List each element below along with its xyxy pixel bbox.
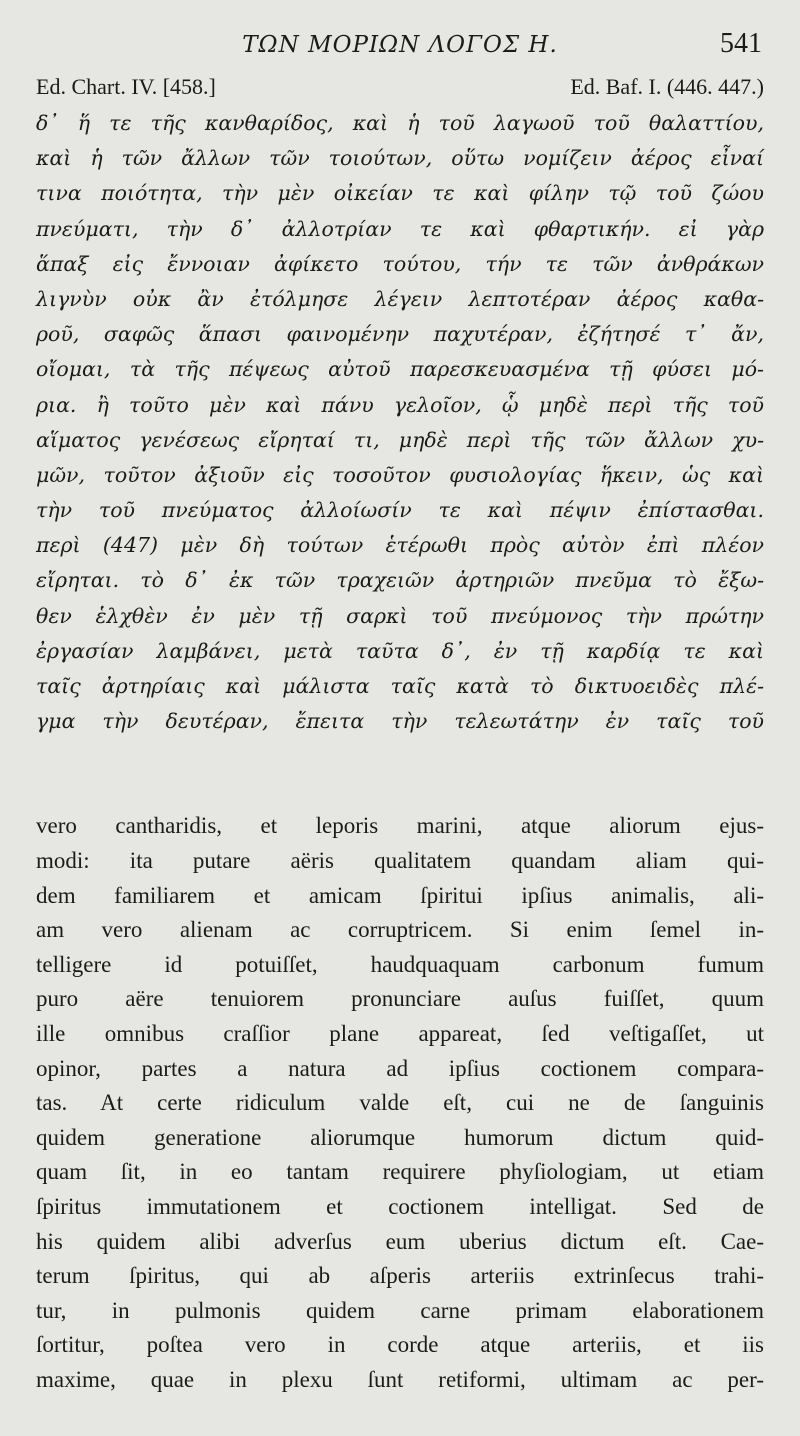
latin-text-line: modi: ita putare aëris qualitatem quandam aliam qui- — [36, 847, 764, 873]
greek-text-line: λιγνὺν οὐκ ἂν ἐτόλμησε λέγειν λεπτοτέραν ἀέρος καθα- — [36, 286, 764, 311]
running-head — [36, 28, 764, 72]
greek-text-line: αἵματος γενέσεως εἴρηταί τι, μηδὲ περὶ τῆς τῶν ἄλλων χυ- — [36, 427, 764, 452]
latin-text-line: telligere id potuiſſet, haudquaquam carbonum fumum — [36, 951, 764, 977]
latin-text-line: opinor, partes a natura ad ipſius coctionem compara- — [36, 1055, 764, 1081]
latin-text-block — [36, 809, 764, 1397]
latin-text-line: ſortitur, poſtea vero in corde atque arteriis, et iis — [36, 1332, 764, 1358]
greek-text-line: ρια. ἢ τοῦτο μὲν καὶ πάνυ γελοῖον, ᾧ μηδὲ περὶ τῆς τοῦ — [36, 392, 764, 417]
latin-text-line: tur, in pulmonis quidem carne primam elaborationem — [36, 1297, 764, 1323]
greek-text-line: ταῖς ἀρτηρίαις καὶ μάλιστα ταῖς κατὰ τὸ δικτυοειδὲς πλέ- — [36, 674, 764, 698]
greek-text-line: θεν ἑλχθὲν ἐν μὲν τῇ σαρκὶ τοῦ πνεύμονος τὴν πρώτην — [36, 603, 764, 628]
latin-text-line: quam ſit, in eo tantam requirere phyſiologiam, ut etiam — [36, 1159, 764, 1185]
latin-text-line: tas. At certe ridiculum valde eſt, cui ne de ſanguinis — [36, 1090, 764, 1116]
running-title: ΤΩΝ ΜΟΡΙΩΝ ΛΟΓΟΣ Η. — [242, 32, 558, 58]
edition-references — [36, 74, 764, 106]
latin-text-line: his quidem alibi adverſus eum uberius dictum eſt. Cae- — [36, 1228, 764, 1254]
greek-text-line: οἴομαι, τὰ τῆς πέψεως αὐτοῦ παρεσκευασμένα τῇ φύσει μό- — [36, 357, 764, 382]
greek-text-line: τὴν τοῦ πνεύματος ἀλλοίωσίν τε καὶ πέψιν ἐπίστασθαι. — [36, 498, 764, 523]
latin-text-line: terum ſpiritus, qui ab aſperis arteriis extrinſecus trahi- — [36, 1263, 764, 1289]
latin-text-line: vero cantharidis, et leporis marini, atque aliorum ejus- — [36, 813, 764, 839]
greek-text-line: δ᾽ ἥ τε τῆς κανθαρίδος, καὶ ἡ τοῦ λαγωοῦ τοῦ θαλαττίου, — [36, 111, 764, 135]
greek-text-line: εἴρηται. τὸ δ᾽ ἐκ τῶν τραχειῶν ἀρτηριῶν πνεῦμα τὸ ἔξω- — [36, 568, 764, 593]
greek-text-block — [36, 106, 764, 739]
latin-text-line: dem familiarem et amicam ſpiritui ipſius animalis, ali- — [36, 882, 764, 908]
page-number: 541 — [720, 28, 762, 59]
latin-text-line: quidem generatione aliorumque humorum dictum quid- — [36, 1124, 764, 1150]
greek-text-line: περὶ (447) μὲν δὴ τούτων ἑτέρωθι πρὸς αὐτὸν ἐπὶ πλέον — [36, 533, 764, 558]
greek-text-line: ἐργασίαν λαμβάνει, μετὰ ταῦτα δ᾽, ἐν τῇ καρδίᾳ τε καὶ — [36, 638, 764, 663]
latin-text-line: am vero alienam ac corruptricem. Si enim ſemel in- — [36, 917, 764, 943]
latin-text-line: puro aëre tenuiorem pronunciare auſus fuiſſet, quum — [36, 986, 764, 1012]
greek-text-line: πνεύματι, τὴν δ᾽ ἀλλοτρίαν τε καὶ φθαρτικήν. εἰ γὰρ — [36, 216, 764, 241]
greek-text-line: ροῦ, σαφῶς ἅπασι φαινομένην παχυτέραν, ἐζήτησέ τ᾽ ἄν, — [36, 322, 764, 347]
latin-text-line: ſpiritus immutationem et coctionem intelligat. Sed de — [36, 1193, 764, 1219]
greek-text-line: καὶ ἡ τῶν ἄλλων τῶν τοιούτων, οὕτω νομίζειν ἀέρος εἶναί — [36, 146, 764, 171]
edition-right: Ed. Baf. I. (446. 447.) — [570, 74, 764, 99]
latin-text-line: ille omnibus craſſior plane appareat, ſed veſtigaſſet, ut — [36, 1020, 764, 1046]
greek-text-line: ἅπαξ εἰς ἔννοιαν ἀφίκετο τούτου, τήν τε τῶν ἀνθράκων — [36, 251, 764, 276]
greek-text-line: γμα τὴν δευτέραν, ἔπειτα τὴν τελεωτάτην ἐν ταῖς τοῦ — [36, 709, 764, 734]
edition-left: Ed. Chart. IV. [458.] — [36, 74, 216, 99]
greek-text-line: μῶν, τοῦτον ἀξιοῦν εἰς τοσοῦτον φυσιολογίας ἥκειν, ὡς καὶ — [36, 462, 764, 487]
greek-text-line: τινα ποιότητα, τὴν μὲν οἰκείαν τε καὶ φίλην τῷ τοῦ ζώου — [36, 181, 764, 206]
latin-text-line: maxime, quae in plexu ſunt retiformi, ultimam ac per- — [36, 1366, 764, 1392]
